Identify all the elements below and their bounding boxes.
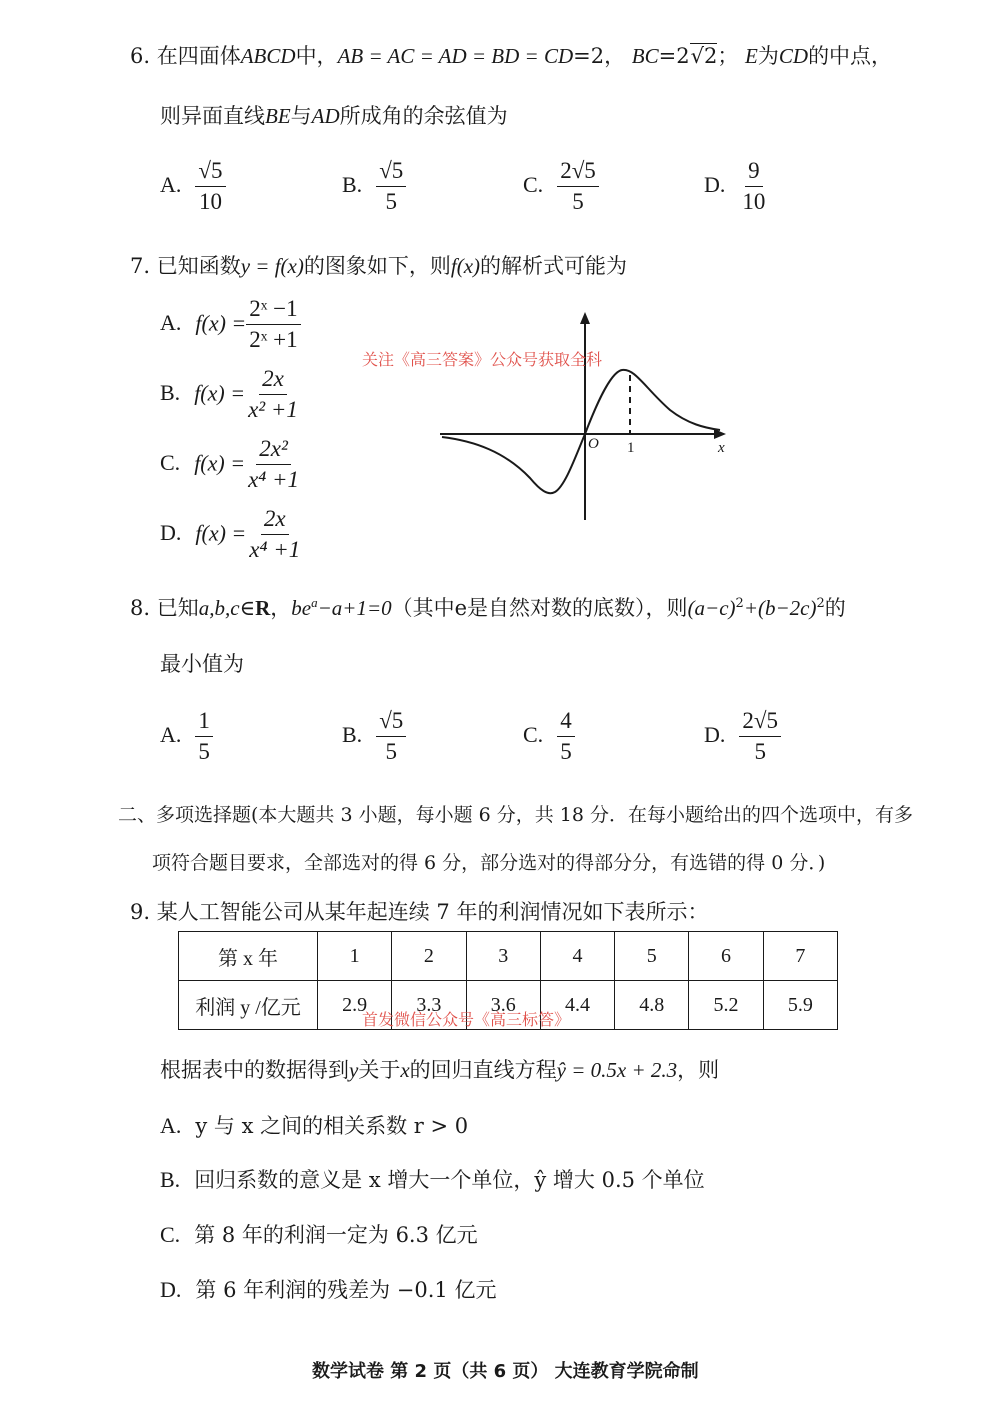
q7-stem: 7. 已知函数y = f(x)的图象如下，则f(x)的解析式可能为 xyxy=(130,254,628,278)
x-axis-arrow xyxy=(714,429,726,439)
origin-label: O xyxy=(588,436,599,452)
section2-heading-line2: 项符合题目要求，全部选对的得 6 分，部分选对的得部分分，有选错的得 0 分．) xyxy=(152,852,826,874)
q6-number: 6. xyxy=(130,44,151,68)
table-cell: 4.8 xyxy=(615,981,689,1030)
section2-heading-line1: 二、多项选择题(本大题共 3 小题，每小题 6 分，共 18 分．在每小题给出的四个选项中，有多 xyxy=(118,804,914,826)
table-cell: 2 xyxy=(392,932,466,981)
table-cell: 3.3 xyxy=(392,981,466,1030)
q9-stem: 9. 某人工智能公司从某年起连续 7 年的利润情况如下表所示： xyxy=(130,900,709,924)
fraction: $\frac{√5}{10}$ xyxy=(195,158,225,216)
q8-option-b[interactable]: B. $\frac{√5}{5}$ xyxy=(342,708,406,766)
q9-option-a[interactable]: A. y 与 x 之间的相关系数 r > 0 xyxy=(160,1113,469,1138)
table-cell: 3 xyxy=(466,932,540,981)
q9-option-d[interactable]: D. 第 6 年利润的残差为 −0.1 亿元 xyxy=(160,1277,497,1302)
table-cell: 4.4 xyxy=(540,981,614,1030)
table-header-year: 第 x 年 xyxy=(179,932,318,981)
q8-option-a[interactable]: A. $\frac{1}{5}$ xyxy=(160,708,213,766)
q6-option-a[interactable]: A. $\frac{√5}{10}$ xyxy=(160,158,226,216)
fraction: $\frac{1}{5}$ xyxy=(195,708,213,766)
q9-number: 9. xyxy=(130,900,151,924)
fraction: $\frac{2x}{\text{x⁴ +1}}$ xyxy=(249,506,301,563)
q9-option-b[interactable]: B. 回归系数的意义是 x 增大一个单位，ŷ 增大 0.5 个单位 xyxy=(160,1167,705,1192)
fraction: $\frac{√5}{5}$ xyxy=(376,158,406,216)
q6-option-d[interactable]: D. $\frac{9}{10}$ xyxy=(704,158,768,216)
fraction: $\frac{\text{2ˣ −1}}{\text{2ˣ +1}}$ xyxy=(246,296,300,354)
table-row-year xyxy=(179,932,838,981)
fraction: $\frac{√5}{5}$ xyxy=(376,708,406,766)
q7-option-b[interactable]: B. f(x) = $\frac{2x}{\text{x² +1}}$ xyxy=(160,366,301,424)
q8-line2: 最小值为 xyxy=(160,652,244,676)
q9-option-c[interactable]: C. 第 8 年的利润一定为 6.3 亿元 xyxy=(160,1222,478,1247)
fraction: $\frac{9}{10}$ xyxy=(742,158,766,215)
q8-line1: 8. 已知a,b,c∈R，$be^a-a+1=0$（其中e是自然对数的底数），则$(a-c)^2+(b-2c)^2$的 xyxy=(130,595,846,620)
fraction: $\frac{4}{5}$ xyxy=(557,708,575,766)
q7-function-graph xyxy=(430,300,740,530)
function-curve xyxy=(442,370,720,493)
table-header-profit: 利润 y /亿元 xyxy=(179,981,318,1030)
fraction: $\frac{2√5}{5}$ xyxy=(557,158,599,216)
q8-number: 8. xyxy=(130,596,151,620)
q6-option-b[interactable]: B. $\frac{√5}{5}$ xyxy=(342,158,406,216)
table-cell: 5.2 xyxy=(689,981,763,1030)
q6-line2: 则异面直线BE与AD所成角的余弦值为 xyxy=(160,104,508,128)
q7-number: 7. xyxy=(130,254,151,278)
q9-after-table: 根据表中的数据得到y关于x的回归直线方程ŷ = 0.5x + 2.3，则 xyxy=(160,1058,720,1082)
table-cell: 6 xyxy=(689,932,763,981)
table-cell: 7 xyxy=(763,932,837,981)
q7-option-c[interactable]: C. f(x) = $\frac{\text{2x²}}{\text{x⁴ +1}}$ xyxy=(160,436,302,494)
watermark-1: 关注《高三答案》公众号获取全科 xyxy=(362,350,603,369)
fraction: $\frac{2x}{\text{x² +1}}$ xyxy=(248,366,298,423)
table-cell: 5 xyxy=(615,932,689,981)
table-cell: 1 xyxy=(318,932,392,981)
fraction: $\frac{\text{2x²}}{\text{x⁴ +1}}$ xyxy=(248,436,300,493)
q7-option-d[interactable]: D. f(x) = $\frac{2x}{\text{x⁴ +1}}$ xyxy=(160,506,303,564)
page-footer: 数学试卷 第 2 页（共 6 页） 大连教育学院命制 xyxy=(312,1361,699,1382)
table-cell: 4 xyxy=(540,932,614,981)
table-cell: 2.9 xyxy=(318,981,392,1030)
fraction: $\frac{2√5}{5}$ xyxy=(739,708,781,766)
tick-label: 1 xyxy=(627,440,635,456)
x-axis-label: x xyxy=(718,440,725,456)
q6-option-c[interactable]: C. $\frac{2√5}{5}$ xyxy=(523,158,599,216)
table-cell: 5.9 xyxy=(763,981,837,1030)
q8-option-c[interactable]: C. $\frac{4}{5}$ xyxy=(523,708,575,766)
watermark-2: 首发微信公众号《高三标答》 xyxy=(362,1010,571,1029)
q8-option-d[interactable]: D. $\frac{2√5}{5}$ xyxy=(704,708,781,766)
table-cell: 3.6 xyxy=(466,981,540,1030)
y-axis-arrow xyxy=(580,312,590,324)
q6-line1: 6. 在四面体ABCD中，AB = AC = AD = BD = CD=2， BC=2√2； E为CD的中点， xyxy=(130,44,893,68)
q7-option-a[interactable]: A. f(x) = $\frac{\text{2ˣ −1}}{\text{2ˣ +1}}$ xyxy=(160,296,301,354)
